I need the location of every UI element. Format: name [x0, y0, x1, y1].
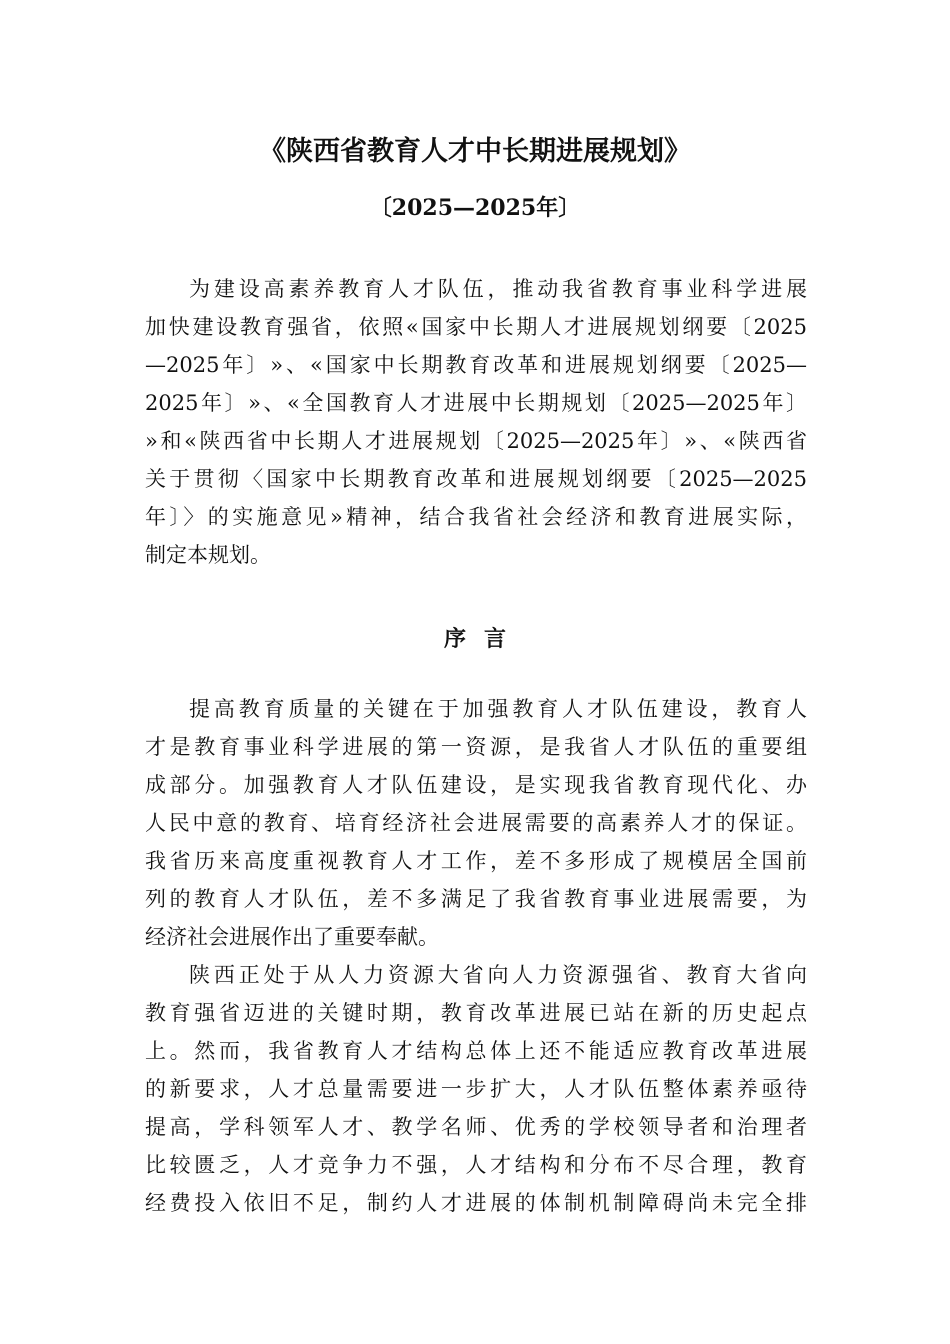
text-line: 年〕〉的实施意见»精神，结合我省社会经济和教育进展实际， [145, 505, 807, 529]
text-line: 经费投入依旧不足，制约人才进展的体制机制障碍尚未完全排 [145, 1191, 807, 1215]
text-line: 关于贯彻〈国家中长期教育改革和进展规划纲要〔2025—2025 [145, 467, 807, 491]
text-line: 列的教育人才队伍，差不多满足了我省教育事业进展需要，为 [145, 887, 807, 911]
text-line: 陕西正处于从人力资源大省向人力资源强省、教育大省向 [189, 963, 807, 987]
section-heading-preface: 序言 [443, 626, 524, 652]
text-line: 成部分。加强教育人才队伍建设，是实现我省教育现代化、办 [145, 773, 807, 797]
text-line: »和«陕西省中长期人才进展规划〔2025—2025年〕»、«陕西省 [145, 429, 807, 453]
document-title: 《陕西省教育人才中长期进展规划》 [259, 136, 691, 167]
text-line: —2025年〕»、«国家中长期教育改革和进展规划纲要〔2025— [145, 353, 807, 377]
text-line: 2025年〕»、«全国教育人才进展中长期规划〔2025—2025年〕 [145, 391, 807, 415]
text-line: 才是教育事业科学进展的第一资源，是我省人才队伍的重要组 [145, 735, 807, 759]
text-line: 上。然而，我省教育人才结构总体上还不能适应教育改革进展 [145, 1039, 807, 1063]
text-line: 制定本规划。 [145, 543, 271, 567]
text-line: 我省历来高度重视教育人才工作，差不多形成了规模居全国前 [145, 849, 807, 873]
text-line: 的新要求，人才总量需要进一步扩大，人才队伍整体素养亟待 [145, 1077, 807, 1101]
text-line: 经济社会进展作出了重要奉献。 [145, 925, 439, 949]
document-subtitle: 〔2025—2025年〕 [369, 195, 581, 221]
text-line: 人民中意的教育、培育经济社会进展需要的高素养人才的保证。 [145, 811, 807, 835]
text-line: 提高，学科领军人才、教学名师、优秀的学校领导者和治理者 [145, 1115, 807, 1139]
preface-paragraph-2 [145, 956, 807, 1222]
preface-paragraph-1 [145, 690, 807, 956]
intro-paragraph [145, 270, 807, 574]
text-line: 为建设高素养教育人才队伍，推动我省教育事业科学进展 [189, 277, 807, 301]
text-line: 加快建设教育强省，依照«国家中长期人才进展规划纲要〔2025 [145, 315, 807, 339]
text-line: 比较匮乏，人才竞争力不强，人才结构和分布不尽合理，教育 [145, 1153, 807, 1177]
text-line: 教育强省迈进的关键时期，教育改革进展已站在新的历史起点 [145, 1001, 807, 1025]
text-line: 提高教育质量的关键在于加强教育人才队伍建设，教育人 [189, 697, 807, 721]
